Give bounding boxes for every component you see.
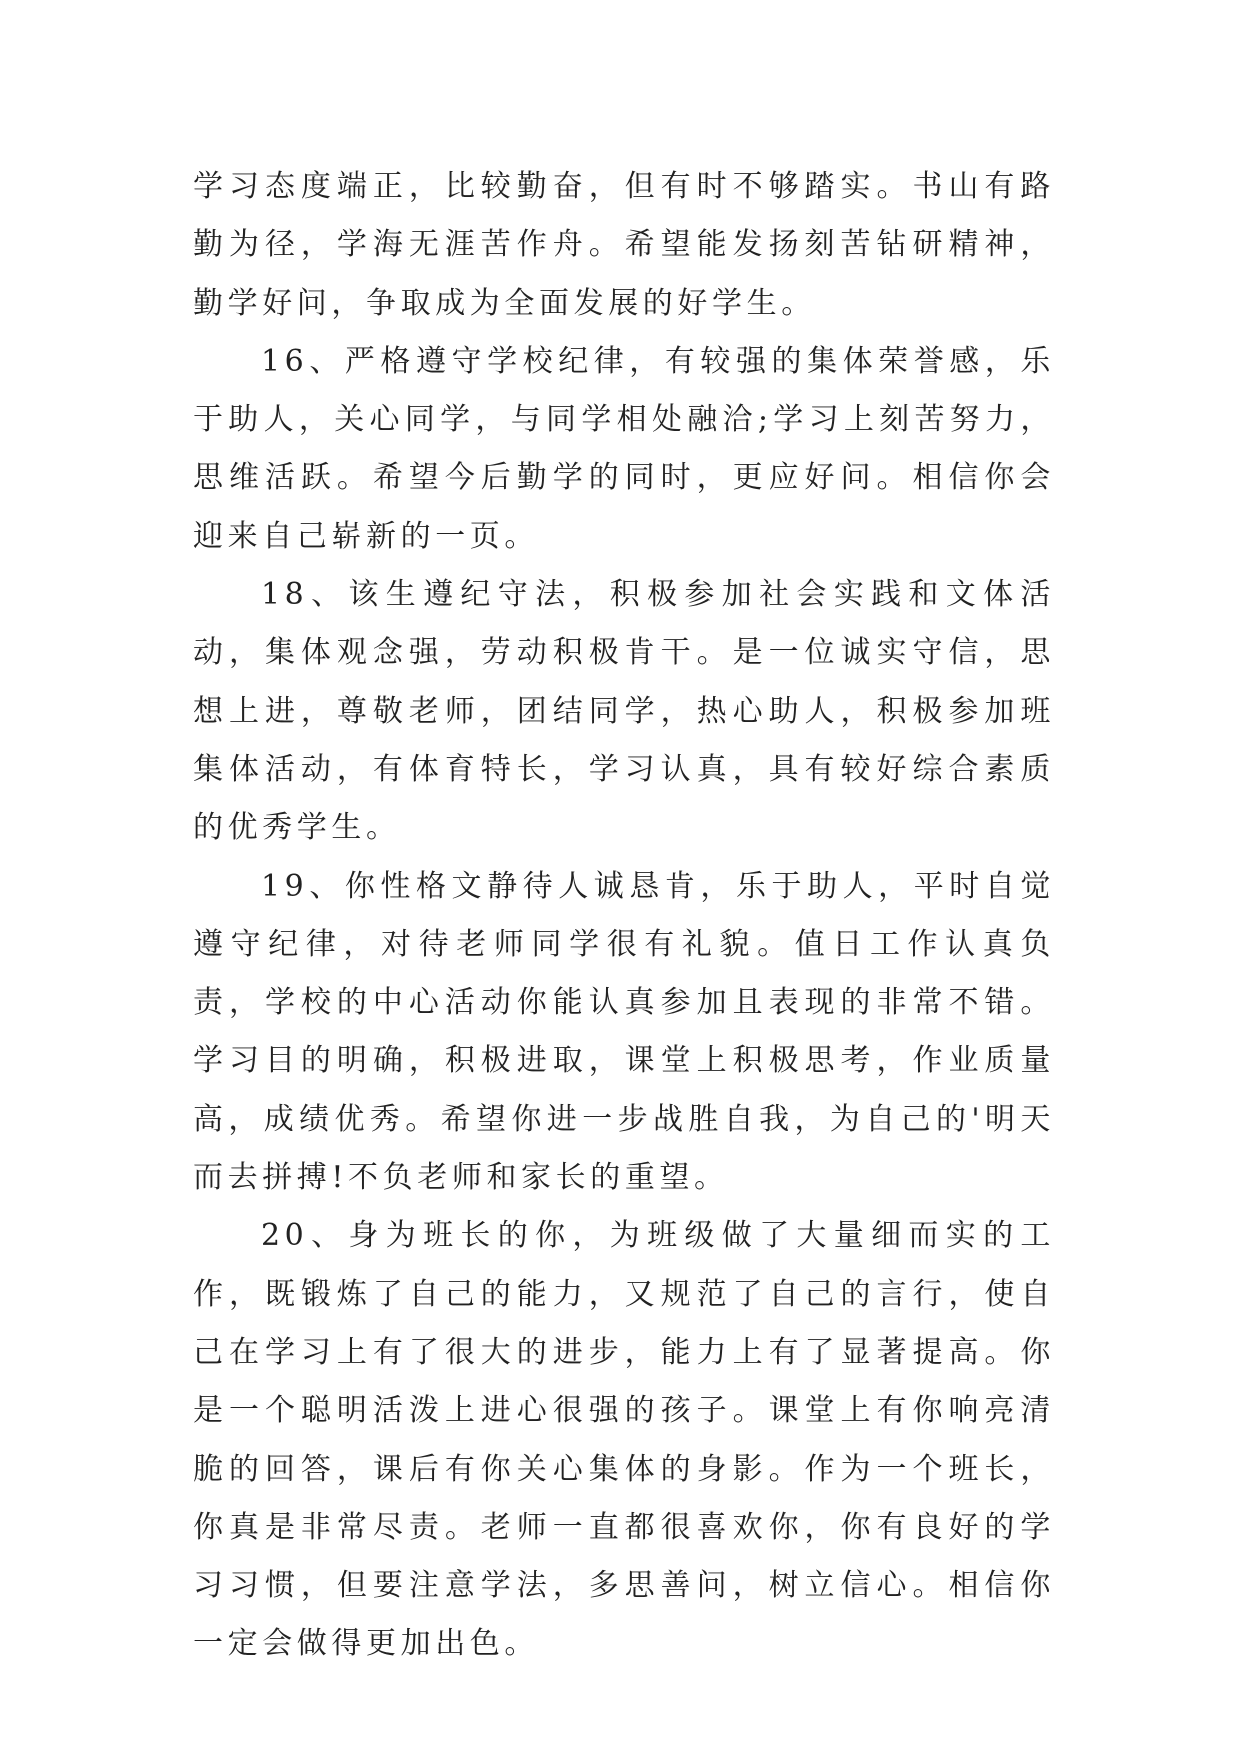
document-body	[193, 158, 1055, 1674]
paragraph-15-continued: 学习态度端正，比较勤奋，但有时不够踏实。书山有路勤为径，学海无涯苦作舟。希望能发扬刻苦钻研精神，勤学好问，争取成为全面发展的好学生。	[193, 169, 1055, 321]
paragraph-19: 19、你性格文静待人诚恳肯，乐于助人，平时自觉遵守纪律，对待老师同学很有礼貌。值日工作认真负责，学校的中心活动你能认真参加且表现的非常不错。学习目的明确，积极进取，课堂上积极思考，作业质量高，成绩优秀。希望你进一步战胜自我，为自己的'明天而去拼搏!不负老师和家长的重望。	[193, 868, 1055, 1196]
paragraph-20: 20、身为班长的你，为班级做了大量细而实的工作，既锻炼了自己的能力，又规范了自己的言行，使自己在学习上有了很大的进步，能力上有了显著提高。你是一个聪明活泼上进心很强的孩子。课堂上有你响亮清脆的回答，课后有你关心集体的身影。作为一个班长，你真是非常尽责。老师一直都很喜欢你，你有良好的学习习惯，但要注意学法，多思善问，树立信心。相信你一定会做得更加出色。	[193, 1218, 1055, 1662]
paragraph-16: 16、严格遵守学校纪律，有较强的集体荣誉感，乐于助人，关心同学，与同学相处融洽;学习上刻苦努力，思维活跃。希望今后勤学的同时，更应好问。相信你会迎来自己崭新的一页。	[193, 343, 1055, 554]
paragraph-18: 18、该生遵纪守法，积极参加社会实践和文体活动，集体观念强，劳动积极肯干。是一位诚实守信，思想上进，尊敬老师，团结同学，热心助人，积极参加班集体活动，有体育特长，学习认真，具有较好综合素质的优秀学生。	[193, 577, 1055, 846]
